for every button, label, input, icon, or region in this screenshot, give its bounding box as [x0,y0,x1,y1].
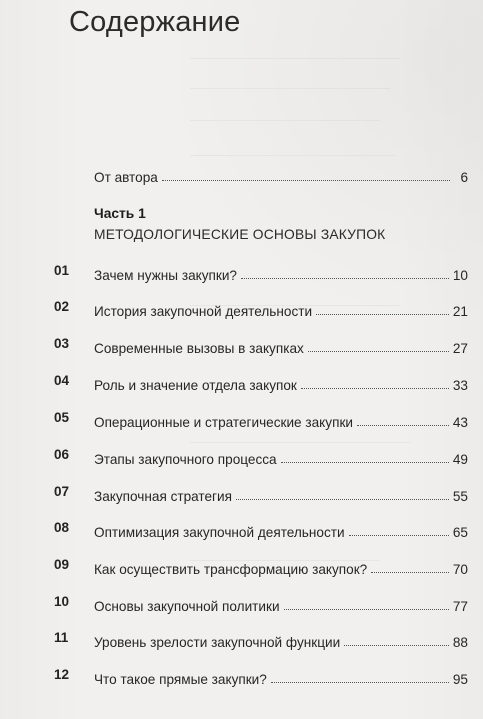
page-number: 70 [452,562,468,577]
chapter-number: 02 [54,299,70,314]
toc-entry [94,445,468,467]
chapter-number: 05 [54,410,70,425]
chapter-number: 09 [54,557,70,572]
page-number: 49 [452,452,468,467]
dot-leader [344,645,449,646]
toc-entry [94,628,468,650]
chapter-title: Как осуществить трансформацию закупок? [94,562,368,577]
chapter-title: История закупочной деятельности [94,304,313,319]
toc-entry [94,297,468,319]
dot-leader [349,535,449,536]
page-number: 65 [452,525,468,540]
toc-entry [94,334,468,356]
page-number: 33 [452,378,468,393]
page-number: 88 [452,635,468,650]
dot-leader [284,609,449,610]
toc-entry [94,371,468,393]
page-number: 77 [452,599,468,614]
toc-entry [94,482,468,504]
toc-chapter-row[interactable] [0,665,483,689]
toc-entry [94,592,468,614]
toc-entry [94,408,468,430]
toc-entry [94,261,468,283]
chapter-number: 06 [54,447,70,462]
chapter-title: Роль и значение отдела закупок [94,378,297,393]
dot-leader [271,682,449,683]
toc-chapter-row[interactable] [0,297,483,321]
chapter-number: 11 [54,630,69,645]
page-number: 27 [452,341,468,356]
toc-chapter-row[interactable] [0,592,483,616]
page-number: 55 [452,489,468,504]
dot-leader [236,499,449,500]
toc-chapter-row[interactable] [0,482,483,506]
dot-leader [301,388,449,389]
dot-leader [162,180,450,181]
toc-chapter-row[interactable] [0,555,483,579]
chapter-title: Основы закупочной политики [94,599,280,614]
page-number: 6 [460,170,468,185]
bleed-through-line [190,58,400,59]
chapter-title: Оптимизация закупочной деятельности [94,525,345,540]
bleed-through-line [190,120,380,121]
chapter-title: Зачем нужны закупки? [94,268,237,283]
toc-entry [94,665,468,687]
dot-leader [357,425,449,426]
dot-leader [308,351,449,352]
chapter-number: 12 [54,667,70,682]
chapter-number: 03 [54,336,70,351]
chapter-title: Уровень зрелости закупочной функции [94,635,341,650]
toc-chapter-row[interactable] [0,261,483,285]
chapter-number: 01 [54,263,70,278]
bleed-through-line [190,155,395,156]
chapter-title: Операционные и стратегические закупки [94,415,353,430]
chapter-title: Современные вызовы в закупках [94,341,304,356]
chapter-number: 08 [54,520,70,535]
page-title: Содержание [69,6,241,38]
page-number: 43 [452,415,468,430]
dot-leader [241,278,449,279]
chapter-number: 10 [54,594,70,609]
toc-entry [94,163,468,185]
chapter-title: Этапы закупочного процесса [94,452,277,467]
chapter-title: Что такое прямые закупки? [94,672,267,687]
chapter-number: 04 [54,373,70,388]
page-number: 21 [452,304,468,319]
bleed-through-line [190,442,410,443]
dot-leader [281,462,449,463]
entry-title: От автора [94,170,158,185]
toc-chapter-row[interactable] [0,628,483,652]
toc-chapter-row[interactable] [0,445,483,469]
chapter-title: Закупочная стратегия [94,489,232,504]
toc-chapter-row[interactable] [0,371,483,395]
part-label: Часть 1 [94,206,146,221]
bleed-through-line [190,88,390,89]
toc-chapter-row[interactable] [0,334,483,358]
dot-leader [371,572,449,573]
chapter-number: 07 [54,484,70,499]
page-number: 10 [452,268,468,283]
toc-chapter-row[interactable] [0,518,483,542]
toc-author-entry[interactable] [0,163,483,187]
part-title: МЕТОДОЛОГИЧЕСКИЕ ОСНОВЫ ЗАКУПОК [94,227,386,242]
toc-entry [94,555,468,577]
toc-chapter-row[interactable] [0,408,483,432]
dot-leader [316,314,449,315]
page-number: 95 [452,672,468,687]
toc-entry [94,518,468,540]
